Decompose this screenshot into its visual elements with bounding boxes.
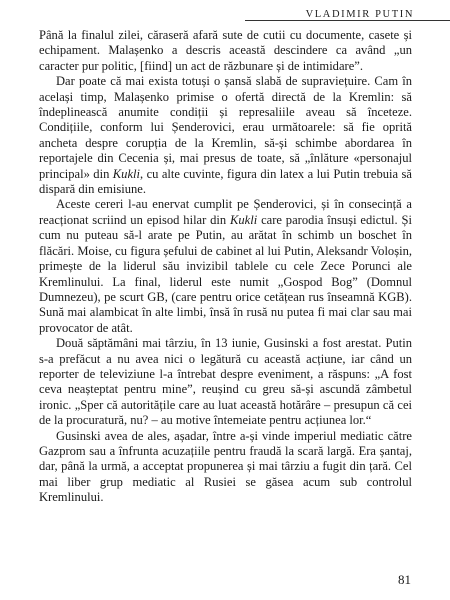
running-head: VLADIMIR PUTIN [305, 9, 414, 20]
header-rule [245, 20, 450, 21]
paragraph: Două săptămâni mai târziu, în 13 iunie, Gusinski a fost arestat. Putin s-a prefăcut a nu avea nici o legătură cu această acțiune, iar când un reporter de televiziune l-a întrebat despre eveniment, a răspuns: „A fost ceva neașteptat pentru mine”, reușind cu greu să-și ascundă zâmbetul ironic. „Sper că autoritățile care au luat această hotărâre – presupun că cei de la procuratură, nu? – au motive întemeiate pentru acțiunea lor.“ [39, 336, 412, 428]
paragraph: Până la finalul zilei, căraseră afară sute de cutii cu documente, casete și echipament. Malașenko a descris această descindere ca având „un caracter pur politic, [fiind] un act de răzbunare și de intimidare”. [39, 28, 412, 73]
paragraph: Aceste cereri l-au enervat cumplit pe Șenderovici, și în consecință a reacționat scriind un episod hilar din Kukli care parodia însuși edictul. Și cum nu puteau să-l arate pe Putin, au arătat în schimb un boschet în flăcări. Moise, cu figura șefului de cabinet al lui Putin, Aleksandr Voloșin, primește de la liderul său invizibil tablele cu cele Zece Porunci ale Kremlinului. La final, liderul este numit „Gospod Bog” (Domnul Dumnezeu), pe scurt GB, (care pentru orice cetățean rus înseamnă KGB). Sună mai alambicat în alte limbi, însă în rusă nu putea fi mai clar sau mai provocator de atât. [39, 197, 412, 335]
page-number: 81 [398, 572, 411, 587]
body-text [39, 28, 412, 506]
paragraph: Gusinski avea de ales, așadar, între a-și vinde imperiul mediatic către Gazprom sau a înfrunta acuzațiile pentru fraudă la scară largă. Era șantaj, dar, până la urmă, a acceptat propunerea și mai târziu a fugit din țară. Cel mai liber grup mediatic al Rusiei se găsea acum sub controlul Kremlinului. [39, 428, 412, 505]
paragraph: Dar poate că mai exista totuși o șansă slabă de supraviețuire. Cam în același timp, Malașenko primise o ofertă directă de la Kremlin: să îndeplinească anumite condiții și represaliile aveau să înceteze. Condițiile, conform lui Șenderovici, erau următoarele: să fie oprită ancheta despre corupția de la Kremlin, să-și schimbe abordarea în reportajele din Cecenia și, mai presus de toate, să „înlăture «personajul principal» din Kukli, cu alte cuvinte, figura din latex a lui Putin trebuia să dispară din emisiune. [39, 74, 412, 197]
